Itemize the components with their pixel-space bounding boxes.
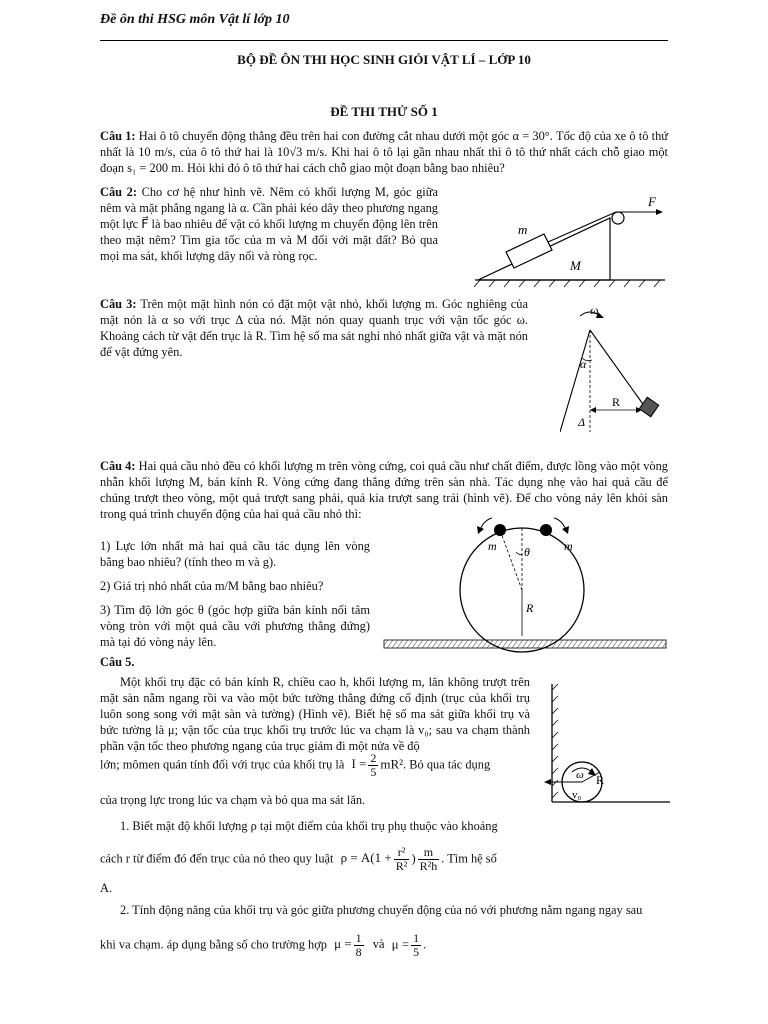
ring-radius-label: R (526, 601, 534, 615)
question-1-label: Câu 1: (100, 129, 136, 143)
cylinder-velocity-label: v₀ (572, 789, 582, 801)
question-4-part-2: 2) Giá trị nhỏ nhất của m/M bằng bao nhiêu? (100, 579, 324, 593)
inertia-lhs: I = (351, 756, 367, 772)
question-5-mu-line: khi va chạm. áp dụng bằng số cho trường hợp μ = $\frac{1}{8}$ và μ = $\frac{1}{5}$ . (100, 931, 427, 959)
force-label: F (648, 194, 656, 209)
question-5-part-1-end: A. (100, 881, 113, 895)
cone-omega-label: ω (590, 303, 599, 317)
ring-theta-label: θ (524, 545, 530, 559)
question-5-density-suffix: . Tìm hệ số (441, 851, 497, 866)
cone-figure (560, 302, 680, 442)
wedge-big-mass-label: M (570, 258, 581, 273)
question-5-paragraph-1: Một khối trụ đặc có bán kính R, chiều cao h, khối lượng m, lăn không trượt trên mặt sàn nằm ngang rồi va vào một bức tường thẳng đứng cố định (trục của khối trụ luôn song song với mặt sàn và tường) (Hình vẽ). Biết hệ số ma sát giữa khối trụ và bức tường là μ; vận tốc của trục khối trụ trước lúc va chạm là v₀; sau va chạm thành phần vận tốc theo phương ngang của trục giảm đi một nửa về độ (100, 675, 530, 753)
ring-left-mass-label: m (488, 539, 497, 553)
density-num-2: m (418, 846, 440, 860)
mu1-lhs: μ = (334, 936, 352, 952)
header-divider (100, 40, 668, 41)
document-title: BỘ ĐỀ ÔN THI HỌC SINH GIỎI VẬT LÍ – LỚP 10 (237, 52, 531, 67)
question-2-label: Câu 2: (100, 185, 137, 199)
mu-conjunction: và (372, 937, 385, 952)
question-4-part-3: 3) Tìm độ lớn góc θ (góc hợp giữa bán kính nối tâm vòng tròn với một quả cầu với phương thẳng đứng) mà tại đó vòng nảy lên. (100, 603, 370, 649)
question-5-inertia-prefix: lớn; mômen quán tính đối với trục của khối trụ là (100, 757, 345, 772)
ring-right-mass-label: m (564, 539, 573, 553)
question-5-inertia-line (100, 752, 540, 779)
question-5-label: Câu 5. (100, 655, 135, 669)
cylinder-radius-label: R (596, 773, 605, 787)
mu2-numerator: 1 (413, 931, 420, 945)
mu2-lhs: μ = (391, 936, 410, 952)
question-1 (100, 128, 668, 176)
density-den-1: R² (395, 859, 408, 873)
running-header: Đề ôn thi HSG môn Vật lí lớp 10 (100, 12, 290, 27)
question-3-text: Trên một mặt hình nón có đặt một vật nhỏ, khối lượng m. Góc nghiêng của mặt nón là α so với trục Δ của nó. Mặt nón quay quanh trục với vận tốc góc ω. Khoảng cách từ vật đến trục là R. Tìm hệ số ma sát nghỉ nhỏ nhất giữa vật và mặt nón để vật đứng yên. (100, 297, 528, 359)
question-5-inertia-suffix: . Bỏ qua tác dụng (403, 757, 491, 772)
question-1-text: Hai ô tô chuyển động thẳng đều trên hai con đường cắt nhau dưới một góc α = 30°. Tốc độ của xe ô tô thứ nhất là 10 m/s, của ô tô thứ hai là 10√3 m/s. Khi hai ô tô lại gần nhau nhất thì ô tô thứ nhất cách chỗ giao một đoạn s₁ = 200 m. Hỏi khi đó ô tô thứ hai cách chỗ giao một đoạn bằng bao nhiêu? (100, 129, 668, 175)
question-5-density-line (100, 846, 668, 873)
cone-alpha-label: α (580, 357, 587, 371)
mu1-numerator: 1 (355, 931, 362, 945)
density-fraction-2 (418, 846, 440, 873)
cylinder-wall-figure (542, 680, 672, 820)
inertia-denominator: 5 (370, 765, 377, 779)
question-5-paragraph-1c: của trọng lực trong lúc va chạm và bỏ qua ma sát lăn. (100, 793, 366, 807)
density-fraction-1 (394, 846, 410, 873)
question-5-part-2-intro: 2. Tính động năng của khối trụ và góc giữa phương chuyển động của nó với phương nằm ngang ngay sau (120, 903, 643, 917)
question-5-mu-prefix: khi va chạm. áp dụng bằng số cho trường hợp (100, 937, 327, 952)
density-mid: ) (411, 850, 416, 866)
mu1-fraction (354, 932, 364, 959)
mu1-denominator: 8 (355, 945, 362, 959)
cylinder-omega-label: ω (576, 769, 584, 781)
density-den-2: R²h (419, 859, 438, 873)
mu2-denominator: 5 (413, 945, 420, 959)
cone-axis-label: Δ (578, 415, 586, 429)
question-5-part-1-intro: 1. Biết mật độ khối lượng ρ tại một điểm của khối trụ phụ thuộc vào khoảng (120, 819, 498, 833)
ring-figure (380, 508, 670, 656)
inertia-fraction (368, 752, 378, 779)
cone-radius-label: R (612, 395, 621, 409)
wedge-mass-label: m (518, 222, 528, 237)
question-3 (100, 296, 528, 360)
question-4-part-1: 1) Lực lớn nhất mà hai quả cầu tác dụng lên vòng bằng bao nhiêu? (tính theo m và g). (100, 539, 370, 569)
exam-subtitle: ĐỀ THI THỬ SỐ 1 (330, 104, 438, 119)
density-lhs: ρ = A(1 + (340, 850, 392, 866)
wedge-figure (470, 190, 670, 290)
question-2 (100, 184, 438, 264)
inertia-numerator: 2 (370, 751, 377, 765)
question-4-text: Hai quả cầu nhỏ đều có khối lượng m trên vòng cứng, coi quả cầu như chất điểm, được lồng vào một vòng nhẫn khối lượng M, bán kính R. Vòng cứng đang thẳng đứng trên sàn nhà. Tác dụng nhẹ vào hai quả cầu để chúng trượt theo vòng, một quả trượt sang phải, quả kia trượt sang trái (hình vẽ). Để cho vòng nảy lên khỏi sàn trong quá trình chuyển động của hai quả cầu nhỏ thì: (100, 459, 668, 521)
inertia-rhs: mR² (380, 756, 404, 772)
density-num-1: r² (394, 846, 410, 860)
question-2-text: Cho cơ hệ như hình vẽ. Nêm có khối lượng M, góc giữa nêm và mặt phẳng ngang là α. Cần phải kéo dây theo phương ngang một lực F⃗ là bao nhiêu để vật có khối lượng m chuyển động lên trên theo mặt nêm? Tìm gia tốc của m và M đối với mặt đất? Bỏ qua mọi ma sát, khối lượng dây nối và ròng rọc. (100, 185, 438, 263)
question-5-density-prefix: cách r từ điểm đó đến trục của nó theo quy luật (100, 851, 334, 866)
question-3-label: Câu 3: (100, 297, 137, 311)
mu2-fraction (411, 932, 421, 959)
question-4-label: Câu 4: (100, 459, 136, 473)
